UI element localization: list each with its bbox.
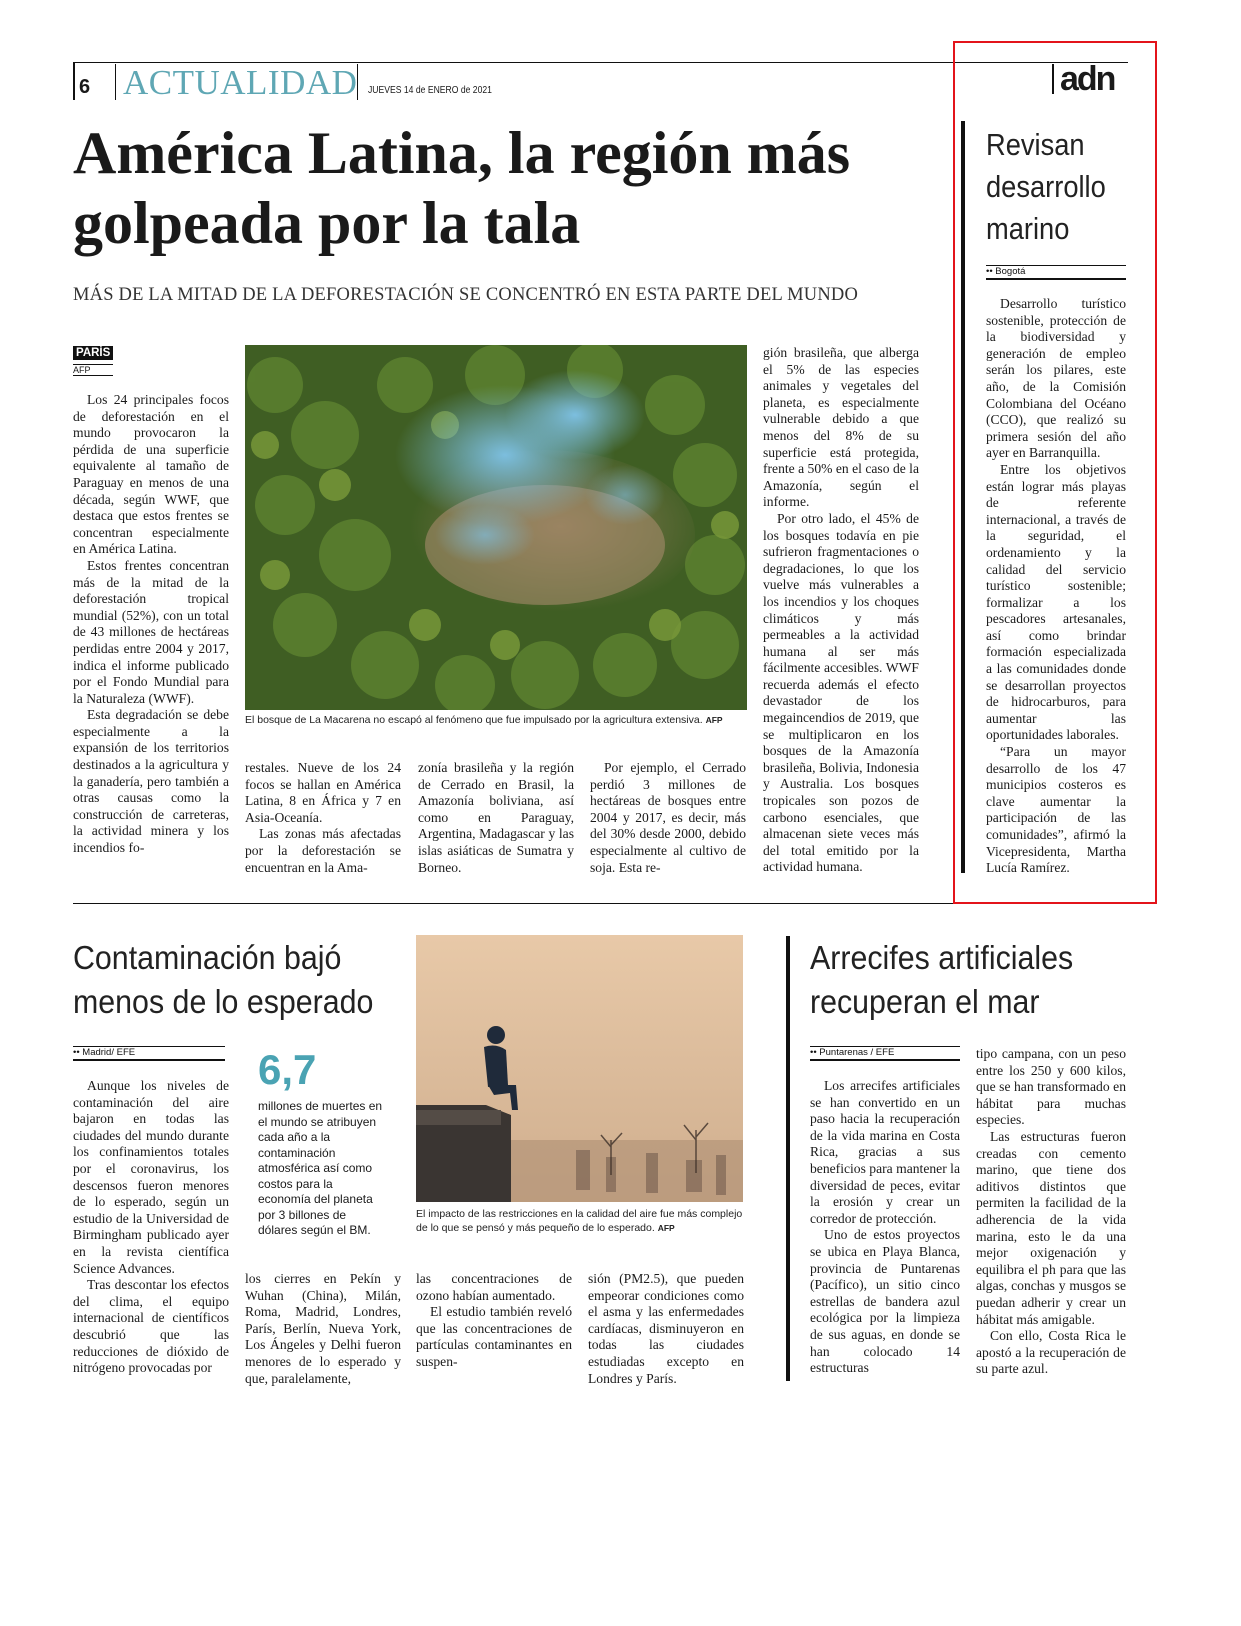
pollution-byline: •• Madrid/ EFE <box>73 1046 225 1061</box>
paragraph: Los 24 principales focos de deforestación en el mundo provocaron la pérdida de una superficie equivalente al tamaño de Paraguay en menos de una década, según WWF, que destaca que estos frentes se concentran especialmente en América Latina. <box>73 392 229 557</box>
smog-city-illustration <box>416 935 743 1202</box>
paragraph: Esta degradación se debe especialmente a la expansión de los territorios destinados a la agricultura y la ganadería, pero también a otras causas como la construcción de carreteras, la actividad minera y los incendios fo- <box>73 707 229 856</box>
paragraph: zonía brasileña y la región de Cerrado en Brasil, la Amazonía boliviana, así como en Paraguay, Argentina, Madagascar y las islas asiáticas de Sumatra y Borneo. <box>418 760 574 875</box>
paragraph: Los arrecifes artificiales se han convertido en un paso hacia la recuperación de la vida marina en Costa Rica, gracias a sus beneficios para mantener la diversidad de peces, evitar la erosión y crear un corredor de protección. <box>810 1078 960 1226</box>
paragraph: Por otro lado, el 45% de los bosques todavía en pie sufrieron fragmentaciones o degradaciones, lo que los vuelve más vulnerables a los incendios y los choques climáticos y más permeables a la actividad humana al ser más fácilmente accesibles. WWF recuerda además el efecto devastador de los megaincendios de 2019, que se multiplicaron en los bosques de la Amazonía brasileña, Bolivia, Indonesia y Australia. Los bosques tropicales son pozos de carbono esenciales, que almacenan siete veces más del total emitido por la actividad humana. <box>763 510 919 875</box>
paragraph: Desarrollo turístico sostenible, protección de la biodiversidad y generación de empleo serán los pilares, este año, de la Comisión Colombiana del Océano (CCO), que realizó su primera sesión del año ayer en Barranquilla. <box>986 296 1126 461</box>
paragraph: Entre los objetivos están lograr más playas de referente internacional, a través de la seguridad, el ordenamiento y la calidad del servicio turístico sostenible; formalizar a los pescadores artesanales, así como brindar formación especializada a las comunidades donde se desarrollan proyectos de hidrocarburos, para aumentar las oportunidades laborales. <box>986 461 1126 743</box>
reef-column-1 <box>810 1078 960 1377</box>
paragraph: Las estructuras fueron creadas con cemento marino, que tiene dos aditivos distintos que permiten la facilidad de la adherencia de la vida marina, esto le da una mejor oxigenación y equilibra el ph para que las algas, conchas y musgos se puedan adherir y crear un hábitat más amigable. <box>976 1128 1126 1327</box>
paragraph: los cierres en Pekín y Wuhan (China), Milán, Roma, Madrid, Londres, París, Berlín, Nueva York, Los Ángeles y Delhi fueron menores de lo esperado y que, paralelamente, <box>245 1271 401 1386</box>
paragraph: restales. Nueve de los 24 focos se hallan en América Latina, 8 en África y 7 en Asia-Oceanía. <box>245 760 401 825</box>
paragraph: Aunque los niveles de contaminación del aire bajaron en todas las ciudades del mundo durante los confinamientos totales por el coronavirus, los descensos fueron menores de lo esperado, según un estudio de la Universidad de Birmingham publicado ayer en la revista científica Science Advances. <box>73 1078 229 1276</box>
lead-column-5 <box>763 345 919 876</box>
reef-byline: •• Puntarenas / EFE <box>810 1046 960 1061</box>
stat-text: millones de muertes en el mundo se atribuyen cada año a la contaminación atmosférica así como costos para la economía del planeta por 3 billones de dólares según el BM. <box>258 1099 383 1237</box>
side-headline <box>986 124 1122 250</box>
reef-headline-line: Arrecifes artificiales <box>810 939 1074 976</box>
caption-credit: AFP <box>657 1223 675 1233</box>
paragraph: Las zonas más afectadas por la deforestación se encuentran en la Ama- <box>245 826 401 875</box>
smog-photo <box>416 935 743 1202</box>
paragraph: Tras descontar los efectos del clima, el equipo internacional de científicos descubrió que las reducciones de dióxido de nitrógeno provocadas por <box>73 1277 229 1376</box>
adn-logo: adn <box>1060 60 1115 98</box>
paragraph: sión (PM2.5), que pueden empeorar condiciones como el asma y las enfermedades cardíacas, disminuyeron en todas las ciudades estudiadas excepto en Londres y París. <box>588 1271 744 1386</box>
page-number: 6 <box>79 76 91 98</box>
pollution-headline-line: Contaminación bajó <box>73 939 342 976</box>
lead-column-2 <box>245 760 401 876</box>
lead-headline: América Latina, la región más golpeada por la tala <box>73 120 851 256</box>
lead-column-4 <box>590 760 746 876</box>
paragraph: El estudio también reveló que las concentraciones de partículas contaminantes en suspen- <box>416 1304 572 1369</box>
lead-column-3 <box>418 760 574 876</box>
paragraph: Estos frentes concentran más de la mitad de la deforestación tropical mundial (52%), con un total de 43 millones de hectáreas perdidas entre 2004 y 2017, indica el informe publicado por el Fondo Mundial para la Naturaleza (WWF). <box>73 557 229 706</box>
lead-column-1 <box>73 392 229 857</box>
reef-headline-line: recuperan el mar <box>810 983 1040 1020</box>
pollution-column-1 <box>73 1078 229 1377</box>
header-left-tick <box>73 62 75 100</box>
deforestation-photo <box>245 345 747 710</box>
paragraph: Uno de estos proyectos se ubica en Playa Blanca, provincia de Puntarenas (Pacífico), un sitio cinco estrellas de bandera azul ecológica por la limpieza de sus aguas, en donde se han colocado 14 estructuras <box>810 1227 960 1376</box>
pollution-headline-line: menos de lo esperado <box>73 983 374 1020</box>
dateline-city: PARÍS <box>73 346 113 360</box>
pollution-column-3 <box>416 1271 572 1371</box>
side-byline: •• Bogotá <box>986 265 1126 280</box>
lead-photo-caption <box>245 713 755 727</box>
header-divider-2 <box>357 64 358 100</box>
side-headline-line: desarrollo <box>986 169 1106 204</box>
stat-number: 6,7 <box>258 1046 317 1093</box>
paragraph: Con ello, Costa Rica le apostó a la recuperación de su parte azul. <box>976 1328 1126 1377</box>
caption-credit: AFP <box>705 715 723 725</box>
side-headline-bar <box>961 121 965 873</box>
side-body <box>986 296 1126 877</box>
pollution-column-4 <box>588 1271 744 1387</box>
dateline-agency: AFP <box>73 364 113 376</box>
paragraph: gión brasileña, que alberga el 5% de las especies animales y vegetales del planeta, es especialmente vulnerable debido a que menos del 8% de su superficie está protegida, frente a 50% en el caso de la Amazonía, según el informe. <box>763 345 919 510</box>
paragraph: tipo campana, con un peso entre los 250 y 600 kilos, que se han transformado en hábitat para muchas especies. <box>976 1046 1126 1128</box>
paragraph: “Para un mayor desarrollo de los 47 municipios costeros es clave aumentar la participación de las comunidades”, afirmó la Vicepresidenta, Martha Lucía Ramírez. <box>986 744 1126 876</box>
reef-column-2 <box>976 1046 1126 1378</box>
reef-headline <box>810 936 1096 1024</box>
issue-date: JUEVES 14 de ENERO de 2021 <box>368 84 492 96</box>
section-title: ACTUALIDAD <box>123 63 358 102</box>
paragraph: Por ejemplo, el Cerrado perdió 3 millones de hectáreas de bosques entre 2004 y 2017, es decir, más del 30% desde 2000, debido especialmente al cultivo de soja. Esta re- <box>590 760 746 875</box>
lead-subhead: MÁS DE LA MITAD DE LA DEFORESTACIÓN SE CONCENTRÓ EN ESTA PARTE DEL MUNDO <box>73 285 859 305</box>
forest-fire-illustration <box>245 345 747 710</box>
reef-headline-bar <box>786 936 790 1381</box>
caption-text: El bosque de La Macarena no escapó al fenómeno que fue impulsado por la agricultura extensiva. <box>245 714 703 726</box>
paragraph: las concentraciones de ozono habían aumentado. <box>416 1271 572 1303</box>
header-divider <box>115 64 116 100</box>
smog-photo-caption <box>416 1207 746 1235</box>
pollution-column-2 <box>245 1271 401 1387</box>
side-headline-line: marino <box>986 211 1070 246</box>
caption-text: El impacto de las restricciones en la calidad del aire fue más complejo de lo que se pensó y más pequeño de lo esperado. <box>416 1208 743 1234</box>
section-separator <box>73 903 953 904</box>
pollution-headline <box>73 936 400 1024</box>
side-headline-line: Revisan <box>986 127 1085 162</box>
